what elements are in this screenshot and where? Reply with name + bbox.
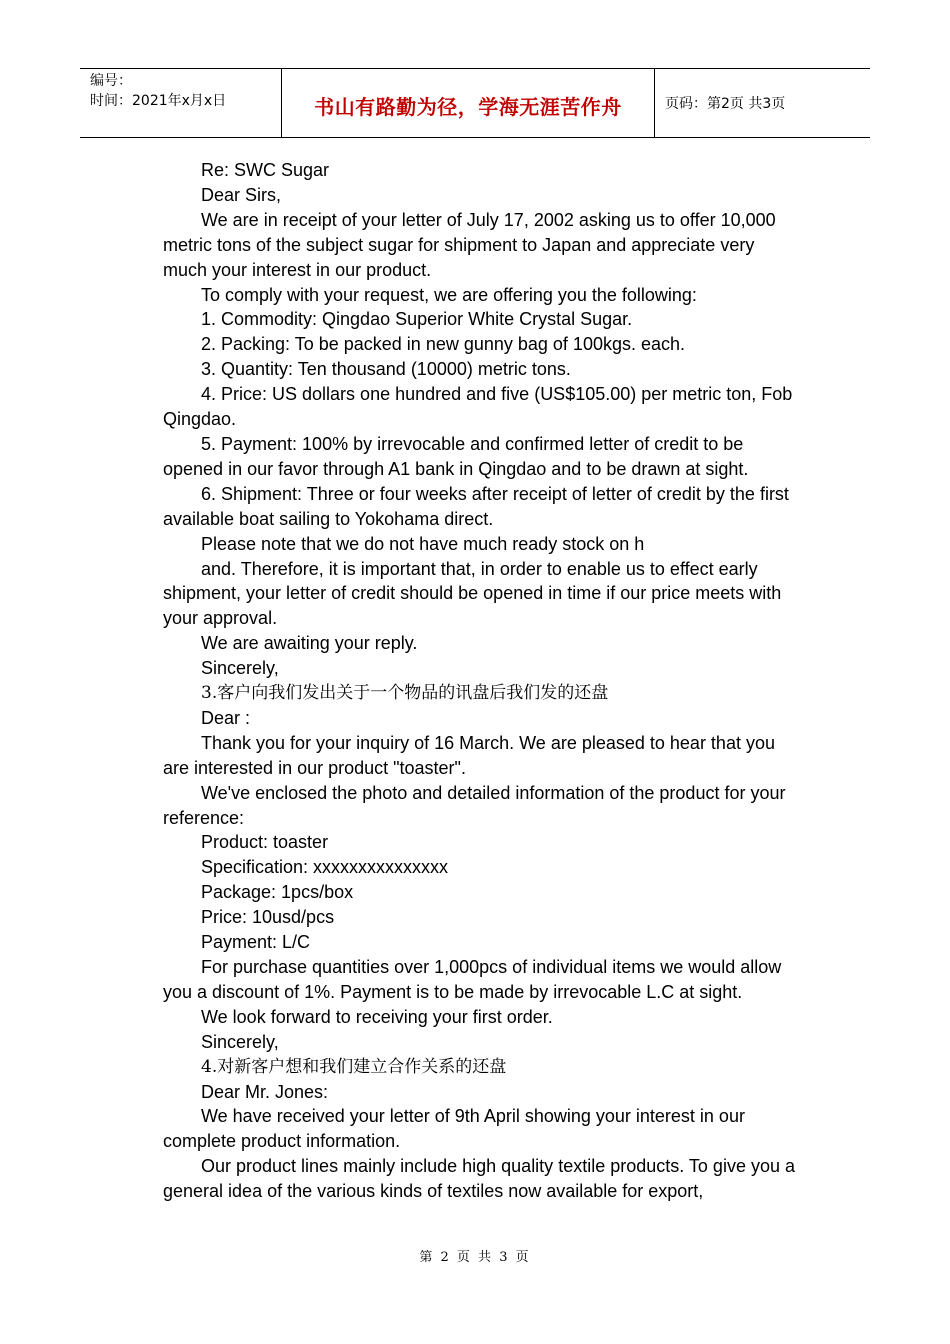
body-paragraph: 4. Price: US dollars one hundred and five (US$105.00) per metric ton, Fob Qingdao. [163,384,793,430]
letter-body [163,158,803,1204]
header-motto: 书山有路勤为径，学海无涯苦作舟 [314,95,622,119]
page-footer: 第 2 页 共 3 页 [419,1250,531,1265]
body-paragraph: 5. Payment: 100% by irrevocable and confirmed letter of credit to be opened in our favor through A1 bank in Qingdao and to be drawn at sight. [163,433,749,479]
body-paragraph: Dear Sirs, [201,184,282,205]
header-meta-cell [80,69,282,137]
section-heading: 3.客户向我们发出关于一个物品的讯盘后我们发的还盘 [201,683,609,704]
body-paragraph: We have received your letter of 9th April showing your interest in our complete product information. [163,1106,745,1152]
body-paragraph: 2. Packing: To be packed in new gunny bag of 100kgs. each. [201,334,686,355]
body-paragraph: 6. Shipment: Three or four weeks after receipt of letter of credit by the first available boat sailing to Yokohama direct. [163,483,789,529]
body-paragraph: We are in receipt of your letter of July 17, 2002 asking us to offer 10,000 metric tons of the subject sugar for shipment to Japan and appreciate very much your interest in our product. [163,209,776,280]
header-motto-cell [282,69,655,137]
date-label: 时间：2021年x月x日 [90,93,227,109]
header-page-cell [655,69,870,137]
body-paragraph: Price: 10usd/pcs [201,907,335,928]
body-paragraph: Our product lines mainly include high quality textile products. To give you a general idea of the various kinds of textiles now available for export, [163,1156,795,1202]
body-paragraph: Dear Mr. Jones: [201,1081,329,1102]
body-paragraph: Product: toaster [201,832,329,853]
body-paragraph: Sincerely, [201,658,279,679]
body-paragraph: Specification: xxxxxxxxxxxxxxx [201,857,449,878]
body-paragraph: Package: 1pcs/box [201,882,354,903]
body-paragraph: We've enclosed the photo and detailed information of the product for your reference: [163,782,786,828]
body-paragraph: 3. Quantity: Ten thousand (10000) metric tons. [201,359,571,380]
body-paragraph: Sincerely, [201,1031,279,1052]
body-paragraph: Thank you for your inquiry of 16 March. We are pleased to hear that you are interested in our product "toaster". [163,732,775,778]
body-paragraph: We look forward to receiving your first order. [201,1006,553,1027]
page-header [80,68,870,138]
body-paragraph: For purchase quantities over 1,000pcs of individual items we would allow you a discount of 1%. Payment is to be made by irrevocable L.C at sight. [163,957,782,1002]
body-paragraph: Please note that we do not have much ready stock on h [201,533,645,554]
serial-number-label: 编号： [90,73,132,89]
body-paragraph: Dear : [201,707,251,728]
body-paragraph: Re: SWC Sugar [201,160,330,180]
body-paragraph: 1. Commodity: Qingdao Superior White Crystal Sugar. [201,309,633,330]
body-paragraph: We are awaiting your reply. [201,633,418,654]
body-paragraph: and. Therefore, it is important that, in order to enable us to effect early shipment, your letter of credit should be opened in time if our price meets with your approval. [163,558,782,629]
header-page-number: 页码：第2页 共3页 [665,96,786,112]
body-paragraph: Payment: L/C [201,932,311,953]
section-heading: 4.对新客户想和我们建立合作关系的还盘 [201,1056,507,1077]
body-paragraph: To comply with your request, we are offering you the following: [201,284,697,305]
